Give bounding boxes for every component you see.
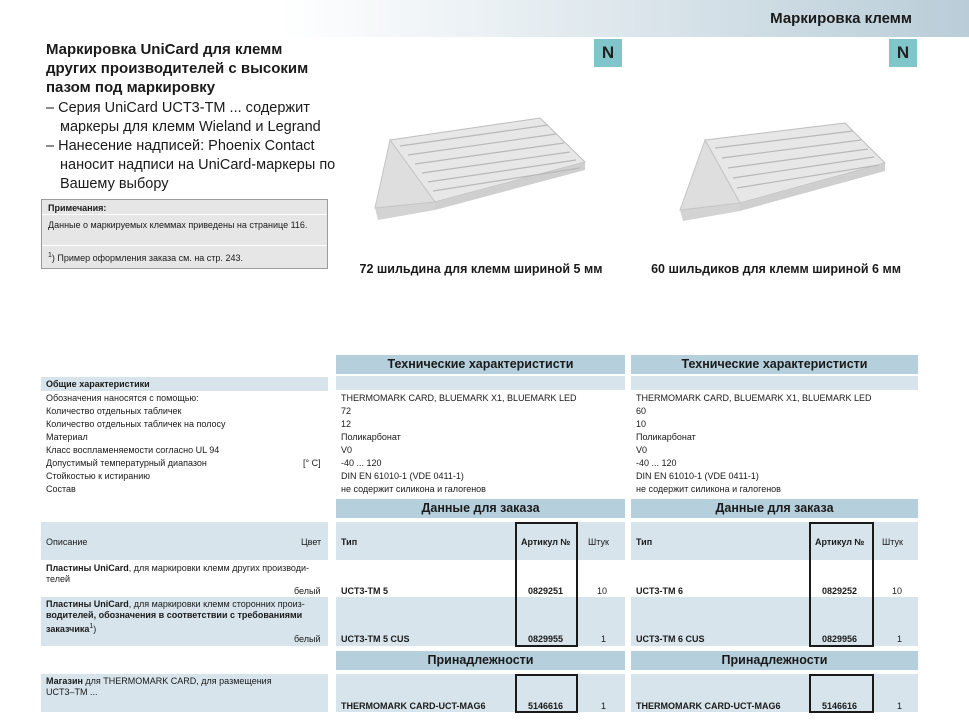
qty-header: Штук — [588, 537, 609, 547]
article-header: Артикул № — [521, 537, 571, 547]
spec-value: V0 — [341, 445, 353, 455]
color-value: белый — [294, 634, 321, 644]
temp-unit: [° C] — [303, 458, 321, 468]
qty-value: 10 — [597, 586, 608, 596]
tech-heading: Технические характеристисти — [631, 355, 918, 374]
spec-value: не содержит силикона и галогенов — [636, 484, 781, 494]
row-description: Пластины UniCard, для маркировки клемм сторонних произ- водителей, обозначения в соответствии с требованиями заказчика$^1$) — [46, 599, 305, 634]
type-header: Тип — [341, 537, 358, 547]
note-text: Данные о маркируемых клеммах приведены на странице 116. — [48, 220, 308, 230]
tech-heading: Технические характеристисти — [336, 355, 625, 374]
article-value: 0829956 — [822, 634, 858, 644]
qty-value: 1 — [601, 634, 607, 644]
article-value: 0829251 — [528, 586, 564, 596]
order-heading: Данные для заказа — [631, 499, 918, 518]
type-value: THERMOMARK CARD-UCT-MAG6 — [341, 701, 486, 711]
spec-value: -40 ... 120 — [636, 458, 677, 468]
section-title: Маркировка клемм — [770, 10, 912, 27]
spec-label: Допустимый температурный диапазон — [46, 458, 207, 468]
spec-label: Стойкостью к истиранию — [46, 471, 151, 481]
spec-value: не содержит силикона и галогенов — [341, 484, 486, 494]
note-text: $^1$) Пример оформления заказа см. на стр. 243. — [48, 252, 243, 263]
feature-bullet: – Нанесение надписей: Phoenix Contact наносит надписи на UniCard-маркеры по Вашему выбору — [46, 138, 336, 192]
accessories-heading: Принадлежности — [631, 651, 918, 670]
spec-value: Поликарбонат — [341, 432, 401, 442]
feature-bullet: – Серия UniCard UCT3-TM ... содержит маркеры для клемм Wieland и Legrand — [46, 100, 321, 135]
qty-header: Штук — [882, 537, 903, 547]
product-caption: 60 шильдиков для клемм шириной 6 мм — [651, 262, 901, 276]
spec-value: 12 — [341, 419, 352, 429]
article-column-frame — [809, 522, 874, 647]
spec-value: DIN EN 61010-1 (VDE 0411-1) — [341, 471, 464, 481]
type-value: UCT3-TM 6 CUS — [636, 634, 705, 644]
new-badge: N — [889, 39, 917, 67]
article-value: 5146616 — [822, 701, 858, 711]
spec-value: THERMOMARK CARD, BLUEMARK X1, BLUEMARK LED — [636, 393, 872, 403]
desc-header: Описание — [46, 537, 88, 547]
article-column-frame — [515, 522, 578, 647]
spec-label: Количество отдельных табличек — [46, 406, 182, 416]
spec-value: V0 — [636, 445, 648, 455]
order-heading: Данные для заказа — [336, 499, 625, 518]
qty-value: 1 — [897, 634, 903, 644]
accessories-heading: Принадлежности — [336, 651, 625, 670]
type-value: UCT3-TM 5 CUS — [341, 634, 410, 644]
article-header: Артикул № — [815, 537, 865, 547]
row-description: Пластины UniCard, для маркировки клемм других производи- телей — [46, 563, 310, 584]
new-badge: N — [594, 39, 622, 67]
spec-value: 72 — [341, 406, 352, 416]
unicard-5mm-image — [360, 110, 595, 235]
type-value: THERMOMARK CARD-UCT-MAG6 — [636, 701, 781, 711]
spec-value: THERMOMARK CARD, BLUEMARK X1, BLUEMARK LED — [341, 393, 577, 403]
product-title: Маркировка UniCard для клемм других производителей с высоким пазом под маркировку — [46, 41, 309, 96]
product-caption: 72 шильдина для клемм шириной 5 мм — [359, 262, 603, 276]
spec-label: Обозначения наносятся с помощью: — [46, 393, 199, 403]
column-bar — [631, 376, 918, 390]
spec-label: Состав — [46, 484, 76, 494]
type-value: UCT3-TM 6 — [636, 586, 683, 596]
qty-value: 1 — [897, 701, 903, 711]
notes-box — [41, 199, 328, 269]
qty-value: 1 — [601, 701, 607, 711]
divider — [42, 245, 327, 246]
article-value: 5146616 — [528, 701, 564, 711]
article-column-frame — [809, 674, 874, 713]
type-header: Тип — [636, 537, 653, 547]
article-column-frame — [515, 674, 578, 713]
spec-value: 60 — [636, 406, 647, 416]
spec-label: Количество отдельных табличек на полосу — [46, 419, 226, 429]
spec-value: DIN EN 61010-1 (VDE 0411-1) — [636, 471, 759, 481]
article-value: 0829955 — [528, 634, 564, 644]
spec-label: Класс воспламеняемости согласно UL 94 — [46, 445, 220, 455]
article-value: 0829252 — [822, 586, 858, 596]
type-value: UCT3-TM 5 — [341, 586, 388, 596]
spec-value: -40 ... 120 — [341, 458, 382, 468]
header-bar-col1 — [336, 522, 625, 560]
header-bar-col2 — [631, 522, 918, 560]
divider — [42, 214, 327, 215]
spec-value: Поликарбонат — [636, 432, 696, 442]
spec-label: Материал — [46, 432, 88, 442]
spec-value: 10 — [636, 419, 647, 429]
column-bar — [336, 376, 625, 390]
accessory-description: Магазин для THERMOMARK CARD, для размещения UCT3–TM ... — [46, 676, 272, 697]
general-label: Общие характеристики — [46, 379, 150, 389]
notes-title: Примечания: — [48, 203, 107, 213]
color-value: белый — [294, 586, 321, 596]
unicard-6mm-image — [665, 115, 890, 235]
qty-value: 10 — [892, 586, 903, 596]
color-header: Цвет — [301, 537, 322, 547]
